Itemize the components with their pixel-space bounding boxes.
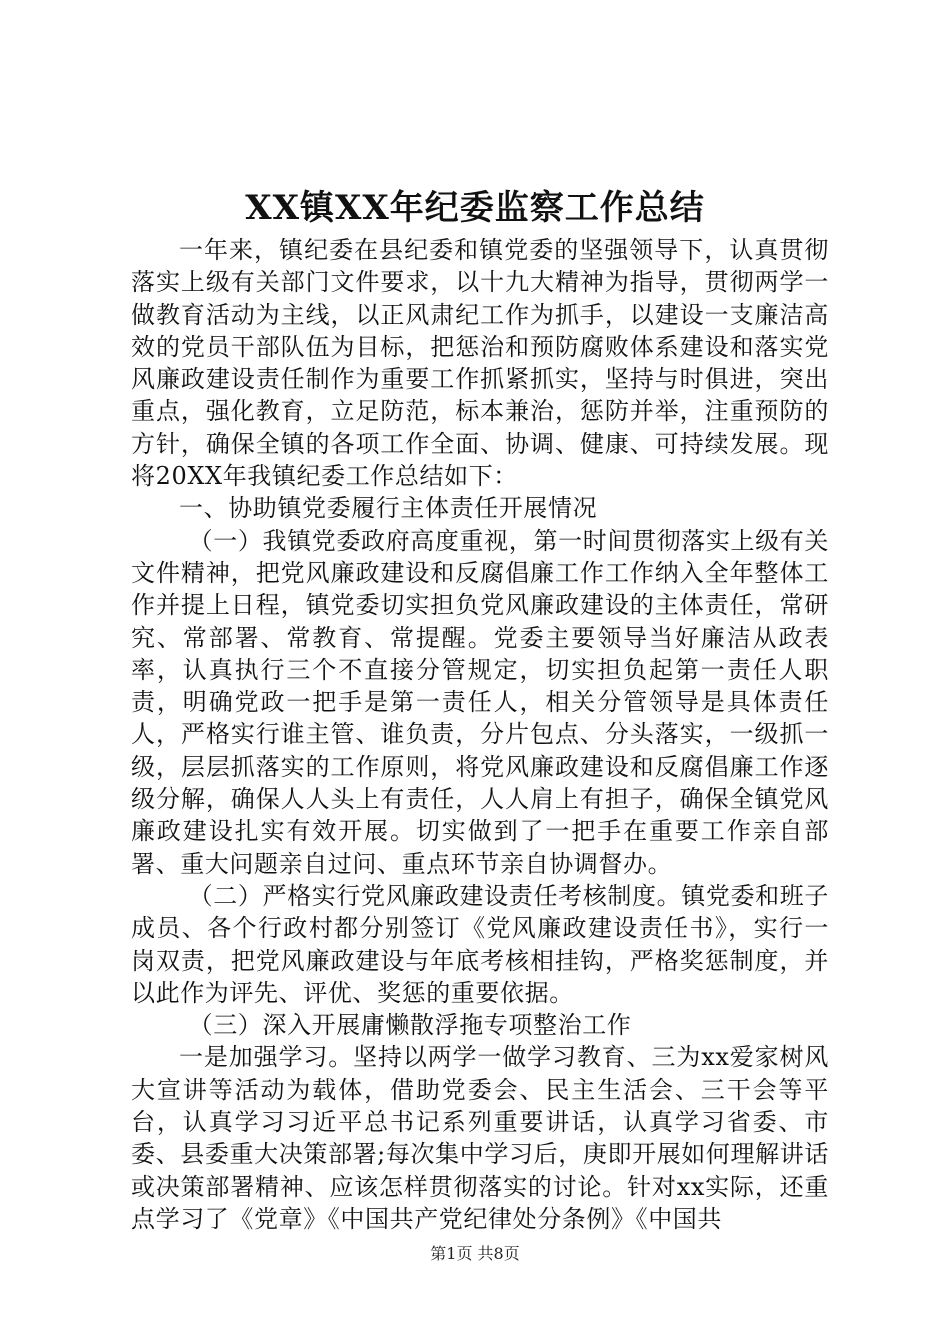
page-number-footer: 第1页 共8页 bbox=[430, 1244, 520, 1263]
paragraph-item-2: （二）严格实行党风廉政建设责任考核制度。镇党委和班子成员、各个行政村都分别签订《党风廉政建设责任书》，实行一岗双责，把党风廉政建设与年底考核相挂钩，严格奖惩制度，并以此作为评先、评优、奖惩的重要依据。 bbox=[131, 881, 829, 1007]
paragraph-item-1: （一）我镇党委政府高度重视，第一时间贯彻落实上级有关文件精神，把党风廉政建设和反腐倡廉工作工作纳入全年整体工作并提上日程，镇党委切实担负党风廉政建设的主体责任，常研究、常部署、常教育、常提醒。党委主要领导当好廉洁从政表率，认真执行三个不直接分管规定，切实担负起第一责任人职责，明确党政一把手是第一责任人，相关分管领导是具体责任人，严格实行谁主管、谁负责，分片包点、分头落实，一级抓一级，层层抓落实的工作原则，将党风廉政建设和反腐倡廉工作逐级分解，确保人人头上有责任，人人肩上有担子，确保全镇党风廉政建设扎实有效开展。切实做到了一把手在重要工作亲自部署、重大问题亲自过问、重点环节亲自协调督办。 bbox=[131, 526, 829, 878]
document-body bbox=[131, 234, 829, 1235]
paragraph-study: 一是加强学习。坚持以两学一做学习教育、三为xx爱家树风大宣讲等活动为载体，借助党委会、民主生活会、三干会等平台，认真学习习近平总书记系列重要讲话，认真学习省委、市委、县委重大决策部署;每次集中学习后，庚即开展如何理解讲话或决策部署精神、应该怎样贯彻落实的讨论。针对xx实际，还重点学习了《党章》《中国共产党纪律处分条例》《中国共 bbox=[131, 1043, 829, 1233]
paragraph-intro: 一年来，镇纪委在县纪委和镇党委的坚强领导下，认真贯彻落实上级有关部门文件要求，以十九大精神为指导，贯彻两学一做教育活动为主线，以正风肃纪工作为抓手，以建设一支廉洁高效的党员干部队伍为目标，把惩治和预防腐败体系建设和落实党风廉政建设责任制作为重要工作抓紧抓实，坚持与时俱进，突出重点，强化教育，立足防范，标本兼治，惩防并举，注重预防的方针，确保全镇的各项工作全面、协调、健康、可持续发展。现将20XX年我镇纪委工作总结如下： bbox=[131, 236, 829, 491]
paragraph-item-3: （三）深入开展庸懒散浮拖专项整治工作 bbox=[188, 1011, 632, 1040]
section-heading-1: 一、协助镇党委履行主体责任开展情况 bbox=[179, 494, 598, 523]
document-title: XX镇XX年纪委监察工作总结 bbox=[245, 188, 705, 228]
